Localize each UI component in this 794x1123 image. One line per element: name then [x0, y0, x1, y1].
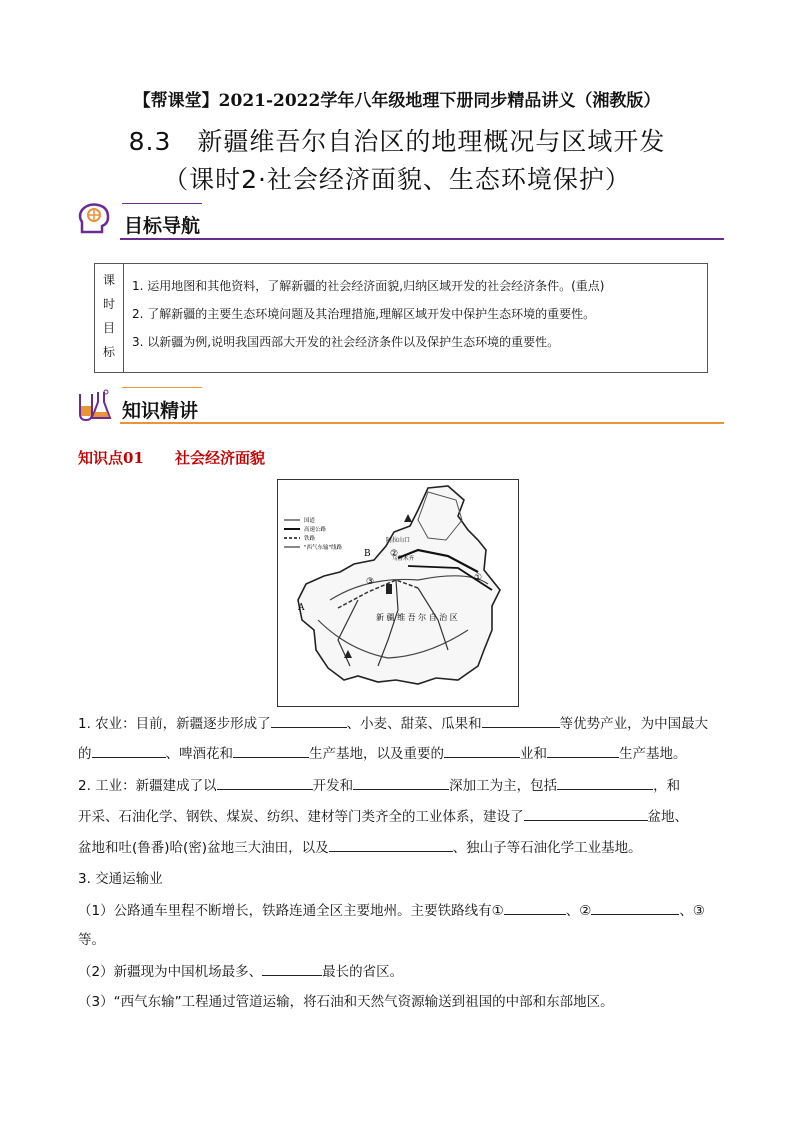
paragraph-industry-line3	[78, 837, 642, 858]
place-label: 乌鲁木齐	[392, 556, 415, 562]
map-marker-1: ①	[474, 573, 483, 583]
answer-blank[interactable]	[92, 743, 166, 758]
text-run: 业和	[520, 746, 547, 762]
text-run: 生产基地。	[619, 746, 687, 762]
legend-label: "西气东输"线路	[304, 545, 343, 551]
flask-icon	[76, 388, 112, 422]
section-title: 目标导航	[124, 215, 201, 237]
text-run: 等优势产业，为中国最大	[559, 716, 709, 732]
goal-item: 1. 运用地图和其他资料，了解新疆的社会经济面貌,归纳区域开发的社会经济条件。(重点)	[132, 279, 605, 293]
answer-blank[interactable]	[217, 775, 313, 790]
paragraph-agriculture-line2	[78, 743, 687, 764]
text-run: 最长的省区。	[322, 964, 404, 980]
goals-label	[95, 264, 124, 373]
goals-label-char: 课	[102, 273, 115, 287]
goals-table	[94, 263, 708, 373]
knowledge-point-number: 知识点01	[78, 449, 144, 467]
answer-blank[interactable]	[504, 900, 566, 915]
paragraph-transport-2	[78, 961, 403, 982]
goals-label-char: 目	[102, 321, 115, 335]
paragraph-industry-line1	[78, 775, 680, 796]
paragraph-transport-heading: 3. 交通运输业	[78, 871, 163, 887]
paragraph-transport-3: （3）“西气东输”工程通过管道运输，将石油和天然气资源输送到祖国的中部和东部地区。	[78, 994, 614, 1010]
answer-blank[interactable]	[557, 775, 653, 790]
goal-item: 3. 以新疆为例,说明我国西部大开发的社会经济条件以及保护生态环境的重要性。	[132, 335, 560, 349]
text-run: 开发和	[312, 778, 354, 794]
text-run: 、独山子等石油化学工业基地。	[452, 840, 642, 856]
section-top-rule	[122, 387, 202, 388]
answer-blank[interactable]	[233, 743, 309, 758]
goals-label-char: 时	[102, 297, 115, 311]
answer-blank[interactable]	[262, 961, 322, 976]
map-marker-B: B	[364, 549, 371, 559]
section-title: 知识精讲	[122, 400, 199, 422]
answer-blank[interactable]	[591, 900, 679, 915]
answer-blank[interactable]	[547, 743, 619, 758]
legend-label: 国道	[304, 518, 316, 524]
paragraph-agriculture-line1	[78, 713, 708, 734]
map-marker-3: ③	[366, 577, 375, 587]
paragraph-transport-1-line1	[78, 900, 705, 921]
text-run: 、小麦、甜菜、瓜果和	[346, 716, 482, 732]
lesson-subtitle: （课时2·社会经济面貌、生态环境保护）	[163, 165, 631, 194]
map-marker-2: ②	[390, 549, 399, 559]
text-run: 盆地和吐(鲁番)哈(密)盆地三大油田，以及	[78, 840, 329, 856]
text-run: 开采、石油化学、钢铁、煤炭、纺织、建材等门类齐全的工业体系，建设了	[78, 809, 524, 825]
text-run: 生产基地，以及重要的	[309, 746, 444, 762]
text-run: 深加工为主，包括	[449, 778, 558, 794]
knowledge-point-name: 社会经济面貌	[175, 449, 266, 467]
text-run: （2）新疆现为中国机场最多、	[78, 964, 263, 980]
text-run: 、啤酒花和	[165, 746, 233, 762]
paragraph-industry-line2	[78, 806, 688, 827]
goals-label-char: 标	[102, 345, 115, 359]
goals-list	[124, 264, 708, 373]
map-marker-A: A	[298, 603, 305, 613]
answer-blank[interactable]	[271, 713, 347, 728]
answer-blank[interactable]	[444, 743, 520, 758]
legend-label: 高速公路	[304, 527, 327, 533]
paragraph-transport-1-line2: 等。	[78, 932, 105, 948]
text-run: 的	[78, 746, 92, 762]
text-run: （1）公路通车里程不断增长，铁路连通全区主要地州。主要铁路线有①	[78, 903, 504, 919]
map-graphic	[278, 480, 518, 706]
text-run: 、③	[679, 903, 705, 919]
answer-blank[interactable]	[482, 713, 560, 728]
text-run: 2. 工业：新疆建成了以	[78, 778, 217, 794]
legend-label: 铁路	[304, 536, 316, 542]
lesson-title: 8.3 新疆维吾尔自治区的地理概况与区域开发	[128, 127, 666, 156]
answer-blank[interactable]	[329, 837, 453, 852]
goal-item: 2. 了解新疆的主要生态环境问题及其治理措施,理解区域开发中保护生态环境的重要性。	[132, 307, 596, 321]
section-top-rule	[122, 203, 202, 204]
answer-blank[interactable]	[524, 806, 648, 821]
text-run: ，和	[653, 778, 681, 794]
place-label: 阿拉山口	[386, 537, 411, 544]
section-knowledge	[76, 384, 724, 428]
region-label: 新 疆 维 吾 尔 自 治 区	[376, 613, 458, 622]
answer-blank[interactable]	[353, 775, 449, 790]
document-header: 【帮课堂】2021-2022学年八年级地理下册同步精品讲义（湘教版）	[133, 91, 661, 111]
text-run: 盆地、	[647, 809, 688, 825]
text-run: 、②	[565, 903, 592, 919]
section-target-nav	[76, 200, 724, 244]
text-run: 1. 农业：目前，新疆逐步形成了	[78, 716, 271, 732]
section-divider	[120, 422, 724, 424]
section-divider	[120, 238, 724, 240]
xinjiang-map	[277, 479, 519, 707]
brain-icon	[76, 202, 112, 236]
